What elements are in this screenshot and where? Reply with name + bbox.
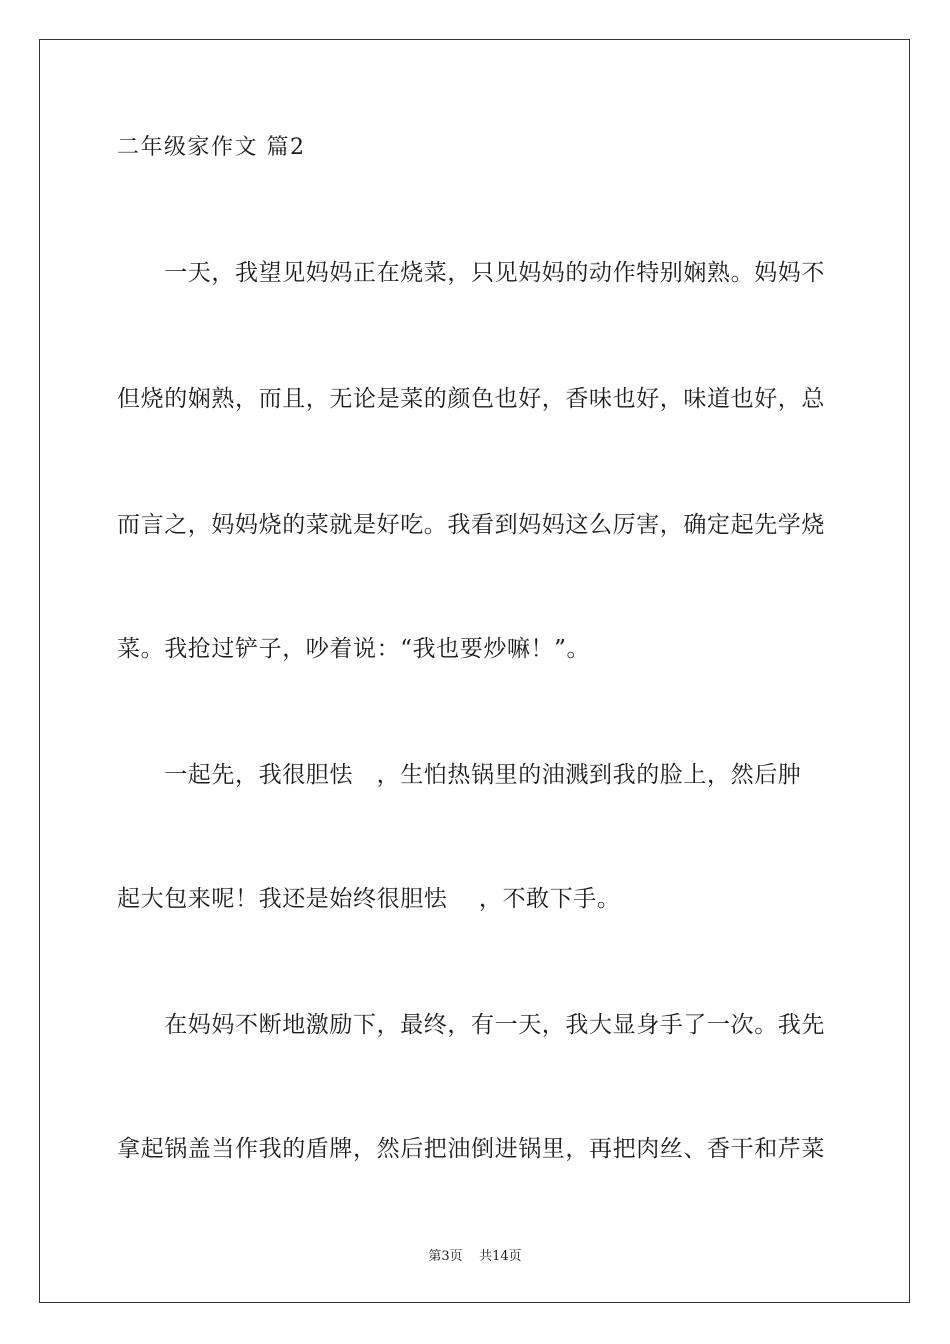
paragraph-line: 拿起锅盖当作我的盾牌，然后把油倒进锅里，再把肉丝、香干和芹菜 (117, 1136, 825, 1162)
page-border (39, 39, 910, 1303)
paragraph-line: 一天，我望见妈妈正在烧菜，只见妈妈的动作特别娴熟。妈妈不 (117, 260, 825, 286)
paragraph-line: 但烧的娴熟，而且，无论是菜的颜色也好，香味也好，味道也好，总 (117, 386, 825, 412)
page-number: 第3页 (428, 1249, 463, 1264)
total-pages: 共14页 (479, 1249, 522, 1264)
paragraph-line: 而言之，妈妈烧的菜就是好吃。我看到妈妈这么厉害，确定起先学烧 (117, 512, 825, 538)
paragraph-line: 在妈妈不断地激励下，最终，有一天，我大显身手了一次。我先 (117, 1012, 825, 1038)
essay-title: 二年级家作文 篇2 (117, 135, 306, 160)
page-footer (0, 1248, 950, 1266)
paragraph-line: 一起先，我很胆怯 ，生怕热锅里的油溅到我的脸上，然后肿 (117, 762, 802, 788)
paragraph-line: 菜。我抢过铲子，吵着说：“我也要炒嘛！”。 (117, 636, 591, 662)
paragraph-line: 起大包来呢！我还是始终很胆怯 ，不敢下手。 (117, 886, 621, 912)
